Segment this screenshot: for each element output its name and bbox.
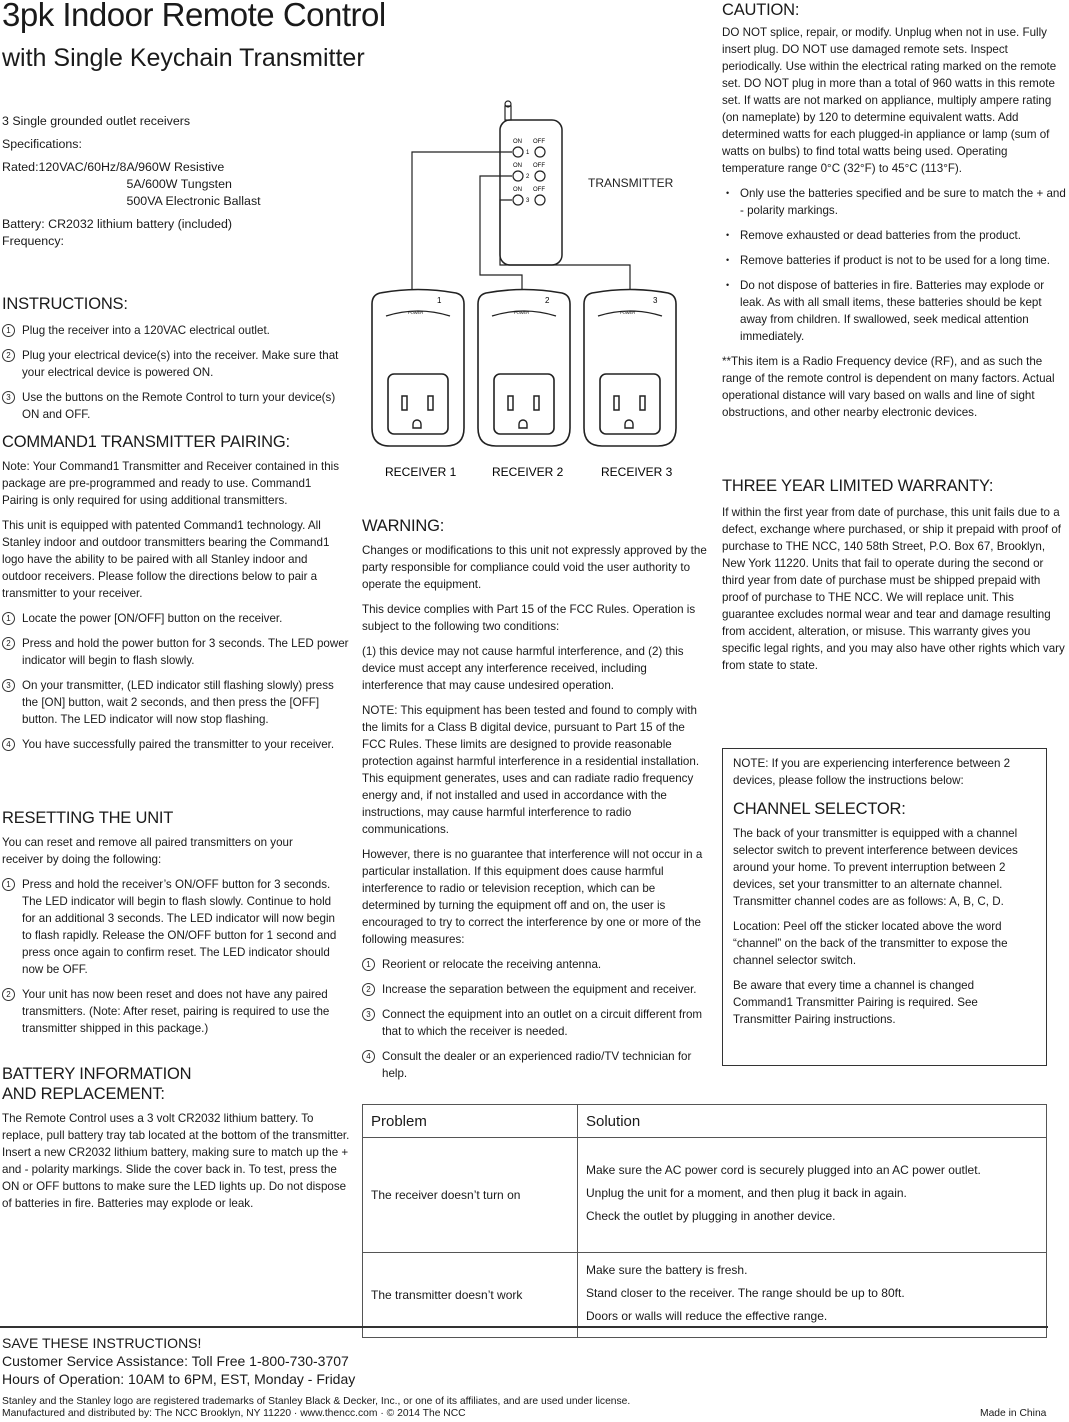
step-text: Plug your electrical device(s) into the receiver. Make sure that your electrical device is powered ON. [22,349,339,379]
website-link[interactable]: www.thencc.com [300,1408,378,1419]
channel-selector-box [722,748,1047,1066]
solution-item: Make sure the AC power cord is securely plugged into an AC power outlet. [586,1163,981,1177]
rated-label: Rated: [2,160,39,174]
pairing-para: This unit is equipped with patented Command1 technology. All Stanley indoor and outdoor transmitters bearing the Command1 logo have the ability to be paired with all Stanley indoor and outdoor receivers. Please follow the directions below to pair a transmitter to your receiver. [2,519,330,600]
step-text: Use the buttons on the Remote Control to turn your device(s) ON and OFF. [22,391,336,421]
pairing-list [2,610,350,753]
list-item [362,1048,710,1082]
specs-block [2,113,347,250]
step-text: Plug the receiver into a 120VAC electrical outlet. [22,324,270,337]
caution-heading: CAUTION: [722,1,800,19]
footer-block [2,1334,355,1388]
save-instructions: SAVE THESE INSTRUCTIONS! [2,1335,202,1351]
manufacturer-line: Manufactured and distributed by: The NCC Brooklyn, NY 11220 · www.thencc.com · © 2014 The NCC [2,1408,466,1419]
step-number: 2 [2,637,15,650]
instructions-heading: INSTRUCTIONS: [2,295,128,313]
pairing-section [2,432,350,761]
battery-heading: BATTERY INFORMATION [2,1065,192,1083]
step-number: 3 [2,679,15,692]
receiver-label: RECEIVER 1 [385,465,457,479]
page-subtitle: with Single Keychain Transmitter [2,44,365,72]
legal-block [2,1396,1062,1420]
on-label: ON [513,163,522,169]
on-button-2 [513,171,523,181]
battery-heading: AND REPLACEMENT: [2,1085,165,1103]
step-text: Reorient or relocate the receiving antenna. [382,958,602,971]
list-item [2,677,350,728]
on-button-3 [513,195,523,205]
step-number: 2 [362,983,375,996]
rated-value: 500VA Electronic Ballast [126,194,261,208]
trademark-notice: Stanley and the Stanley logo are registered trademarks of Stanley Black & Decker, Inc., or one of its affiliates, and are used under license. [2,1396,631,1407]
receiver-number: 2 [545,296,550,305]
step-text: On your transmitter, (LED indicator still flashing slowly) press the [ON] button, wait 2 seconds, and then press the [OFF] button. The LED indicator will now stop flashing. [22,679,334,726]
channel-heading: CHANNEL SELECTOR: [733,800,906,818]
channel-para: Location: Peel off the sticker located above the word “channel” on the back of the transmitter to expose the channel selector switch. [733,920,1008,967]
solution-item: Make sure the battery is fresh. [586,1263,748,1277]
resetting-heading: RESETTING THE UNIT [2,809,174,827]
warning-para: NOTE: This equipment has been tested and found to comply with the limits for a Class B digital device, pursuant to Part 15 of the FCC Rules. These limits are designed to provide reasonable protection against harmful interference in a residential installation. This equipment generates, uses and can radiate radio frequency energy and, if not installed and used in accordance with the instructions, may cause harmful interference to radio communications. [362,704,700,836]
list-item [2,389,347,423]
solution-item: Doors or walls will reduce the effective range. [586,1309,828,1323]
made-in: Made in China [980,1408,1047,1419]
step-number: 1 [2,612,15,625]
channel-number: 3 [526,198,530,204]
off-button-3 [535,195,545,205]
step-number: 4 [362,1050,375,1063]
battery-spec: Battery: CR2032 lithium battery (included) [2,217,233,231]
warning-para: This device complies with Part 15 of the FCC Rules. Operation is subject to the following two conditions: [362,603,696,633]
channel-number: 1 [526,150,530,156]
caution-list [722,185,1067,345]
step-text: Your unit has now been reset and does not have any paired transmitters. (Note: After reset, pairing is required to use the transmitter shipped in this package.) [22,988,330,1035]
resetting-list [2,876,337,1037]
battery-section [2,1064,350,1220]
step-number: 2 [2,349,15,362]
step-text: You have successfully paired the transmitter to your receiver. [22,738,335,751]
instructions-list [2,322,347,423]
pairing-note: Note: Your Command1 Transmitter and Receiver contained in this package are pre-programmed and ready to use. Command1 Pairing is only required for using additional transmitters. [2,460,340,507]
step-text: Locate the power [ON/OFF] button on the receiver. [22,612,283,625]
solution-column-header: Solution [578,1105,1047,1138]
step-number: 3 [2,391,15,404]
list-item [2,610,350,627]
rated-row [2,159,347,210]
warning-para: (1) this device may not cause harmful interference, and (2) this device must accept any interference received, including interference that may cause undesired operation. [362,645,684,692]
power-label: POWER [620,310,636,315]
list-item: • Remove batteries if product is not to be used for a long time. [722,252,1067,269]
off-button-2 [535,171,545,181]
step-number: 1 [2,324,15,337]
table-row [363,1138,1047,1253]
list-item [362,1006,710,1040]
step-number: 1 [2,878,15,891]
rf-note: **This item is a Radio Frequency device (RF), and as such the range of the remote control is dependent on many factors. Actual operational distance will vary based on walls and line of sight obstructions, and other nearby electronic devices. [722,355,1055,419]
step-number: 3 [362,1008,375,1021]
frequency-spec: Frequency: [2,234,64,248]
solution-item: Stand closer to the receiver. The range should be up to 80ft. [586,1286,905,1300]
resetting-intro: You can reset and remove all paired transmitters on your receiver by doing the following: [2,836,293,866]
step-number: 4 [2,738,15,751]
channel-number: 2 [526,174,530,180]
specs-intro: 3 Single grounded outlet receivers [2,114,191,128]
list-item [362,981,710,998]
receiver-label: RECEIVER 2 [492,465,564,479]
step-text: Increase the separation between the equipment and receiver. [382,983,697,996]
list-item [362,956,710,973]
list-item [2,736,350,753]
resetting-section [2,808,337,1045]
copyright: © 2014 The NCC [386,1408,466,1419]
solution-cell [578,1138,1047,1253]
list-item: • Remove exhausted or dead batteries from the product. [722,227,1067,244]
pairing-heading: COMMAND1 TRANSMITTER PAIRING: [2,433,290,451]
warranty-heading: THREE YEAR LIMITED WARRANTY: [722,477,994,495]
channel-para: Be aware that every time a channel is changed Command1 Transmitter Pairing is required. See Transmitter Pairing instructions. [733,979,978,1026]
power-label: POWER [408,310,424,315]
problem-column-header: Problem [363,1105,578,1138]
step-text: Connect the equipment into an outlet on a circuit different from that to which the receiver is needed. [382,1008,703,1038]
channel-note: NOTE: If you are experiencing interference between 2 devices, please follow the instructions below: [733,757,1011,787]
list-item [2,347,347,381]
solution-item: Unplug the unit for a moment, and then plug it back in again. [586,1186,907,1200]
solution-item: Check the outlet by plugging in another device. [586,1209,836,1223]
off-label: OFF [533,163,545,169]
warning-heading: WARNING: [362,517,445,535]
receiver-number: 1 [437,296,442,305]
footer-divider [0,1326,1048,1328]
table-row [363,1253,1047,1338]
on-label: ON [513,139,522,145]
step-text: Consult the dealer or an experienced radio/TV technician for help. [382,1050,692,1080]
step-text: Press and hold the power button for 3 seconds. The LED power indicator will begin to flash slowly. [22,637,349,667]
rated-value: 120VAC/60Hz/8A/960W Resistive [38,160,225,174]
list-item: • Do not dispose of batteries in fire. Batteries may explode or leak. As with all small items, these batteries should be kept away from children. If swallowed, seek medical attention immediately. [722,277,1067,345]
page-title: 3pk Indoor Remote Control [2,0,386,33]
transmitter-label: TRANSMITTER [588,176,674,190]
warranty-section [722,476,1067,682]
warranty-text: If within the first year from date of purchase, this unit fails due to a defect, exchange where purchased, or ship it prepaid with proof of purchase to THE NCC, 140 58th Street, P.O. Box 67, Brooklyn, New York 11220. Units that fail to operate during the second or third year from date of purchase must be shipped prepaid with proof of purchase to THE NCC. We will replace unit. This guarantee excludes normal wear and tear and damage resulting from accident, alteration, or misuse. This warranty gives you specific legal rights, and you may also have other rights which vary from state to state. [722,506,1065,672]
list-item [2,322,347,339]
warning-list [362,956,710,1082]
list-item [2,986,337,1037]
channel-para: The back of your transmitter is equipped with a channel selector switch to prevent interference between devices around your home. To prevent interruption between 2 devices, set your transmitter to an alternate channel. Transmitter channel codes are as follows: A, B, C, D. [733,827,1018,908]
step-number: 2 [2,988,15,1001]
specs-label: Specifications: [2,137,82,151]
hours-of-operation: Hours of Operation: 10AM to 6PM, EST, Monday - Friday [2,1371,356,1387]
on-button-1 [513,147,523,157]
table-header-row [363,1105,1047,1138]
receiver-1-illustration [372,290,464,447]
warning-para: Changes or modifications to this unit not expressly approved by the party responsible for compliance could void the user authority to operate the equipment. [362,544,707,591]
off-label: OFF [533,187,545,193]
problem-cell: The transmitter doesn’t work [363,1253,578,1338]
transmitter-illustration [500,101,562,265]
caution-text: DO NOT splice, repair, or modify. Unplug when not in use. Fully insert plug. DO NOT use damaged remote sets. Inspect periodically. Use within the electrical rating marked on the remote set. DO NOT plug in more than a total of 960 watts in this remote set. If watts are not marked on appliance, multiply ampere rating (on nameplate) by 120 to determine equivalent watts. Add determined watts for each plugged-in appliance or lamp (sum of watts on bulbs) to find total watts being used. Operating temperature range 0°C (32°F) to 45°C (113°F). [722,26,1057,175]
manufactured-by: Manufactured and distributed by: The NCC Brooklyn, NY 11220 [2,1408,292,1419]
receiver-number: 3 [653,296,658,305]
receiver-2-illustration [478,290,570,447]
power-label: POWER [514,310,530,315]
solution-cell [578,1253,1047,1338]
off-label: OFF [533,139,545,145]
rated-value: 5A/600W Tungsten [126,177,232,191]
customer-service: Customer Service Assistance: Toll Free 1-800-730-3707 [2,1353,349,1369]
battery-text: The Remote Control uses a 3 volt CR2032 lithium battery. To replace, pull battery tray tab located at the bottom of the transmitter. Insert a new CR2032 lithium battery, making sure to match up the + and - polarity markings. Slide the cover back in. To test, press the ON or OFF buttons to make sure the LED lights up. Do not dispose of batteries in fire. Batteries may explode or leak. [2,1112,350,1210]
warning-section [362,516,710,1090]
warning-para: However, there is no guarantee that interference will not occur in a particular installation. If this equipment does cause harmful interference to radio or television reception, which can be determined by turning the equipment off and on, the user is encouraged to try to correct the interference by one or more of the following measures: [362,848,703,946]
list-item: • Only use the batteries specified and be sure to match the + and - polarity markings. [722,185,1067,219]
receiver-3-illustration [584,290,676,447]
list-item [2,876,337,978]
receiver-label: RECEIVER 3 [601,465,673,479]
step-text: Press and hold the receiver’s ON/OFF button for 3 seconds. The LED indicator will begin to flash slowly. Continue to hold for an additional 3 seconds. The LED indicator will now begin to flash rapidly. Release the ON/OFF button for 1 second and press once again to confirm reset. The LED indicator should now be OFF. [22,878,337,976]
troubleshooting-table [362,1104,1047,1338]
problem-cell: The receiver doesn’t turn on [363,1138,578,1253]
caution-section [722,0,1067,429]
step-number: 1 [362,958,375,971]
product-diagram [360,90,710,490]
off-button-1 [535,147,545,157]
list-item [2,635,350,669]
instructions-section [2,294,347,431]
on-label: ON [513,187,522,193]
